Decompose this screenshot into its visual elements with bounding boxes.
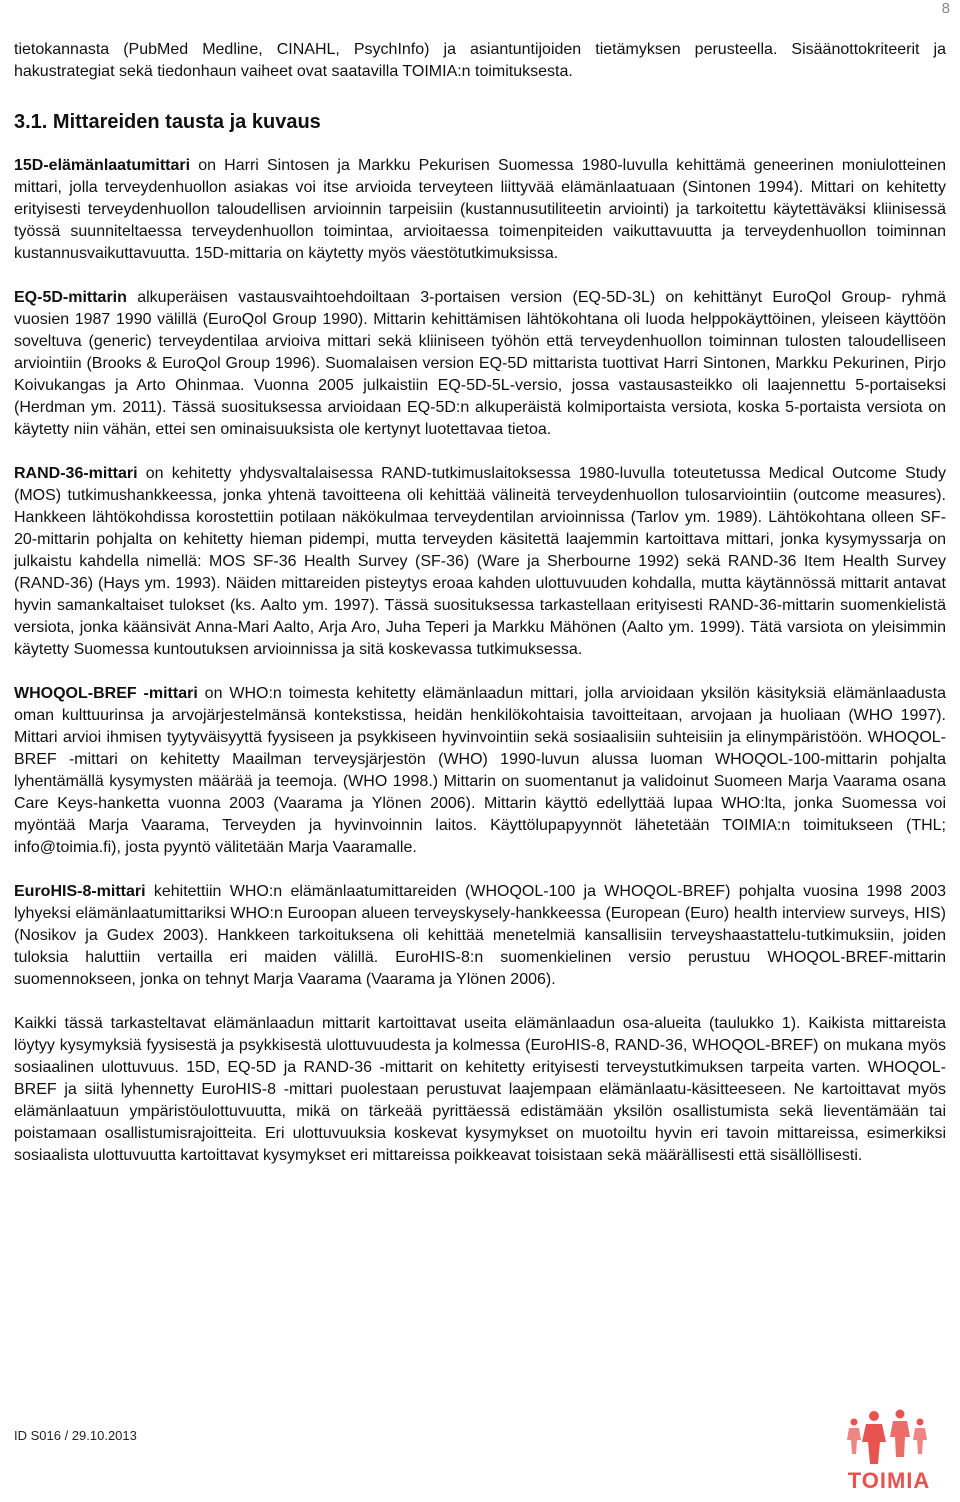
paragraph-lead: 15D-elämänlaatumittari — [14, 157, 191, 174]
logo-wordmark: TOIMIA — [847, 1468, 931, 1493]
paragraph-lead: RAND-36-mittari — [14, 465, 138, 482]
paragraph-text: Kaikki tässä tarkasteltavat elämänlaadun mittarit kartoittavat useita elämänlaadun osa-alueita (taulukko 1). Kaikista mittareista löytyy kysymyksiä fyysisestä ja psykkisestä ulottuvuudesta ja kolmessa (EuroHIS-8, RAND-36, WHOQOL-BREF) on mukana myös sosiaalinen ulottuvuus. 15D, EQ-5D ja RAND-36 -mittarit on kehitetty erityisesti terveystutkimuksen tarpeita varten. WHOQOL-BREF ja siitä lyhennetty EuroHIS-8 -mittari puolestaan perustuvat laajempaan elämänlaatu-käsitteeseen. Ne kartoittavat myös elämänlaatuun ympäristöulottuvuutta, mikä on tärkeää pyrittäessä edistämään yksilön osallistumista sekä lieventämään tai poistamaan osallistumisrajoitteita. Eri ulottuvuuksia koskevat kysymykset on muotoiltu hyvin eri tavoin mittareissa, esimerkiksi sosiaalista ulottuvuutta kartoittavat kysymykset eri mittareissa poikkeavat toisistaan sekä määrällisesti että sisällöllisesti. — [14, 1015, 946, 1164]
paragraph-lead: EQ-5D-mittarin — [14, 289, 127, 306]
toimia-logo — [830, 1408, 948, 1494]
paragraph-text: alkuperäisen vastausvaihtoehdoiltaan 3-portaisen version (EQ-5D-3L) on kehittänyt EuroQol Group- ryhmä vuosien 1987 1990 välillä (EuroQol Group 1990). Mittarin kehittämisen lähtökohtana oli luoda helppokäyttöinen, yleiseen käyttöön soveltuva (generic) terveydentilaa arvioiva mittari sekä kliiniseen työhön että terveydenhuollon toiminnan tulosten taloudelliseen arviointiin (Brooks & EuroQol Group 1996). Suomalaisen version EQ-5D mittarista tuottivat Harri Sintonen, Markku Pekurinen, Pirjo Koivukangas ja Arto Ohinmaa. Vuonna 2005 julkaistiin EQ-5D-5L-versio, jossa vastausasteikko oli laajennettu 5-portaiseksi (Herdman ym. 2011). Tässä suosituksessa arvioidaan EQ-5D:n alkuperäistä kolmiportaista versiota, koska 5-portaista versiota on käytetty niin vähän, ettei sen ominaisuuksista ole kertynyt luotettavaa tietoa. — [14, 289, 946, 438]
paragraph-text: kehitettiin WHO:n elämänlaatumittareiden (WHOQOL-100 ja WHOQOL-BREF) pohjalta vuosina 1998 2003 lyhyeksi elämänlaatumittariksi WHO:n Euroopan alueen terveyskysely-hankkeessa (European (Euro) health interview surveys, HIS) (Nosikov ja Gudex 2003). Hankkeen tarkoituksena oli kehittää menetelmiä kansallisiin terveyshaastattelu-tutkimuksiin, joiden tuloksia haluttiin vertailla eri maiden välillä. EuroHIS-8:n suomenkielinen versio perustuu WHOQOL-BREF-mittarin suomennokseen, jonka on tehnyt Marja Vaarama (Vaarama ja Ylönen 2006). — [14, 883, 946, 988]
people-icon — [830, 1408, 948, 1466]
paragraph-text: on Harri Sintosen ja Markku Pekurisen Suomessa 1980-luvulla kehittämä geneerinen moniulotteinen mittari, jolla terveydenhuollon asiakas voi itse arvioida terveyteen liittyvää elämänlaatuaan (Sintonen 1994). Mittari on kehitetty erityisesti terveydenhuollon taloudellisen arvioinnin tarpeisiin (kustannusutiliteetin arviointi) ja tarkoitettu käytettäväksi kliinisessä työssä suunniteltaessa terveydenhuollon toimintaa, arvioitaessa toimenpiteiden vaikuttavuutta ja terveydenhuollon toiminnan kustannusvaikuttavuutta. 15D-mittaria on käytetty myös väestötutkimuksissa. — [14, 157, 946, 262]
footer-document-id: ID S016 / 29.10.2013 — [14, 1428, 137, 1443]
document-body — [14, 39, 946, 1167]
paragraph-whoqol-bref — [14, 683, 946, 859]
page-number: 8 — [941, 0, 950, 17]
paragraph-rand36 — [14, 463, 946, 661]
paragraph-lead: EuroHIS-8-mittari — [14, 883, 146, 900]
paragraph-eq5d — [14, 287, 946, 441]
paragraph-text: on kehitetty yhdysvaltalaisessa RAND-tutkimuslaitoksessa 1980-luvulla toteutetussa Medical Outcome Study (MOS) tutkimushankkeessa, jonka yhtenä tavoitteena oli kehittää välineitä terveydenhuollon tulosarviointiin (outcome measures). Hankkeen lähtökohdissa korostettiin potilaan näkökulmaa terveydentilan arvioinnissa (Tarlov ym. 1989). Lähtökohtana olleen SF-20-mittarin pohjalta on kehitetty hieman pidempi, mutta terveyden käsitettä laajemmin kartoittava mittari, jonka kysymyssarja on julkaistu kahdella nimellä: MOS SF-36 Health Survey (SF-36) (Ware ja Sherbourne 1992) sekä RAND-36 Item Health Survey (RAND-36) (Hays ym. 1993). Näiden mittareiden pisteytys eroaa kahden ulottuvuuden kohdalla, mutta käytännössä mittarit antavat hyvin samankaltaiset tulokset (ks. Aalto ym. 1997). Tässä suosituksessa tarkastellaan erityisesti RAND-36-mittarin suomenkielistä versiota, jonka käänsivät Anna-Mari Aalto, Arja Aro, Juha Teperi ja Markku Mähönen (Aalto ym. 1999). Tätä varsiota on yleisimmin käytetty Suomessa kuntoutuksen arvioinnissa ja sitä koskevassa tutkimuksessa. — [14, 465, 946, 658]
paragraph-text: on WHO:n toimesta kehitetty elämänlaadun mittari, jolla arvioidaan yksilön käsityksiä elämänlaadusta oman kulttuurinsa ja arvojärjestelmänsä kontekstissa, heidän henkilökohtaisia tavoitteitaan, arvojaan ja huoliaan (WHO 1997). Mittari arvioi ihmisen tyytyväisyyttä fyysiseen ja psykkiseen hyvinvointiin sekä sosiaalisiin suhteisiin ja elinympäristöön. WHOQOL-BREF -mittari on kehitetty Maailman terveysjärjestön (WHO) 1990-luvun alussa luoman WHOQOL-100-mittarin pohjalta lyhentämällä kysymysten määrää ja teemoja. (WHO 1998.) Mittarin on suomentanut ja validoinut Suomeen Marja Vaarama osana Care Keys-hanketta vuonna 2003 (Vaarama ja Ylönen 2006). Mittarin käyttö edellyttää lupaa WHO:lta, jonka Suomessa voi myöntää Marja Vaarama, Terveyden ja hyvinvoinnin laitos. Käyttölupapyynnöt lähetetään TOIMIA:n toimitukseen (THL; info@toimia.fi), josta pyyntö välitetään Marja Vaaramalle. — [14, 685, 946, 856]
paragraph-summary — [14, 1013, 946, 1167]
section-heading: 3.1. Mittareiden tausta ja kuvaus — [14, 111, 321, 133]
paragraph-eurohis8 — [14, 881, 946, 991]
paragraph-15d — [14, 155, 946, 265]
paragraph-lead: WHOQOL-BREF -mittari — [14, 685, 198, 702]
intro-paragraph: tietokannasta (PubMed Medline, CINAHL, PsychInfo) ja asiantuntijoiden tietämyksen perusteella. Sisäänottokriteerit ja hakustrategiat sekä tiedonhaun vaiheet ovat saatavilla TOIMIA:n toimituksesta. — [14, 41, 946, 80]
